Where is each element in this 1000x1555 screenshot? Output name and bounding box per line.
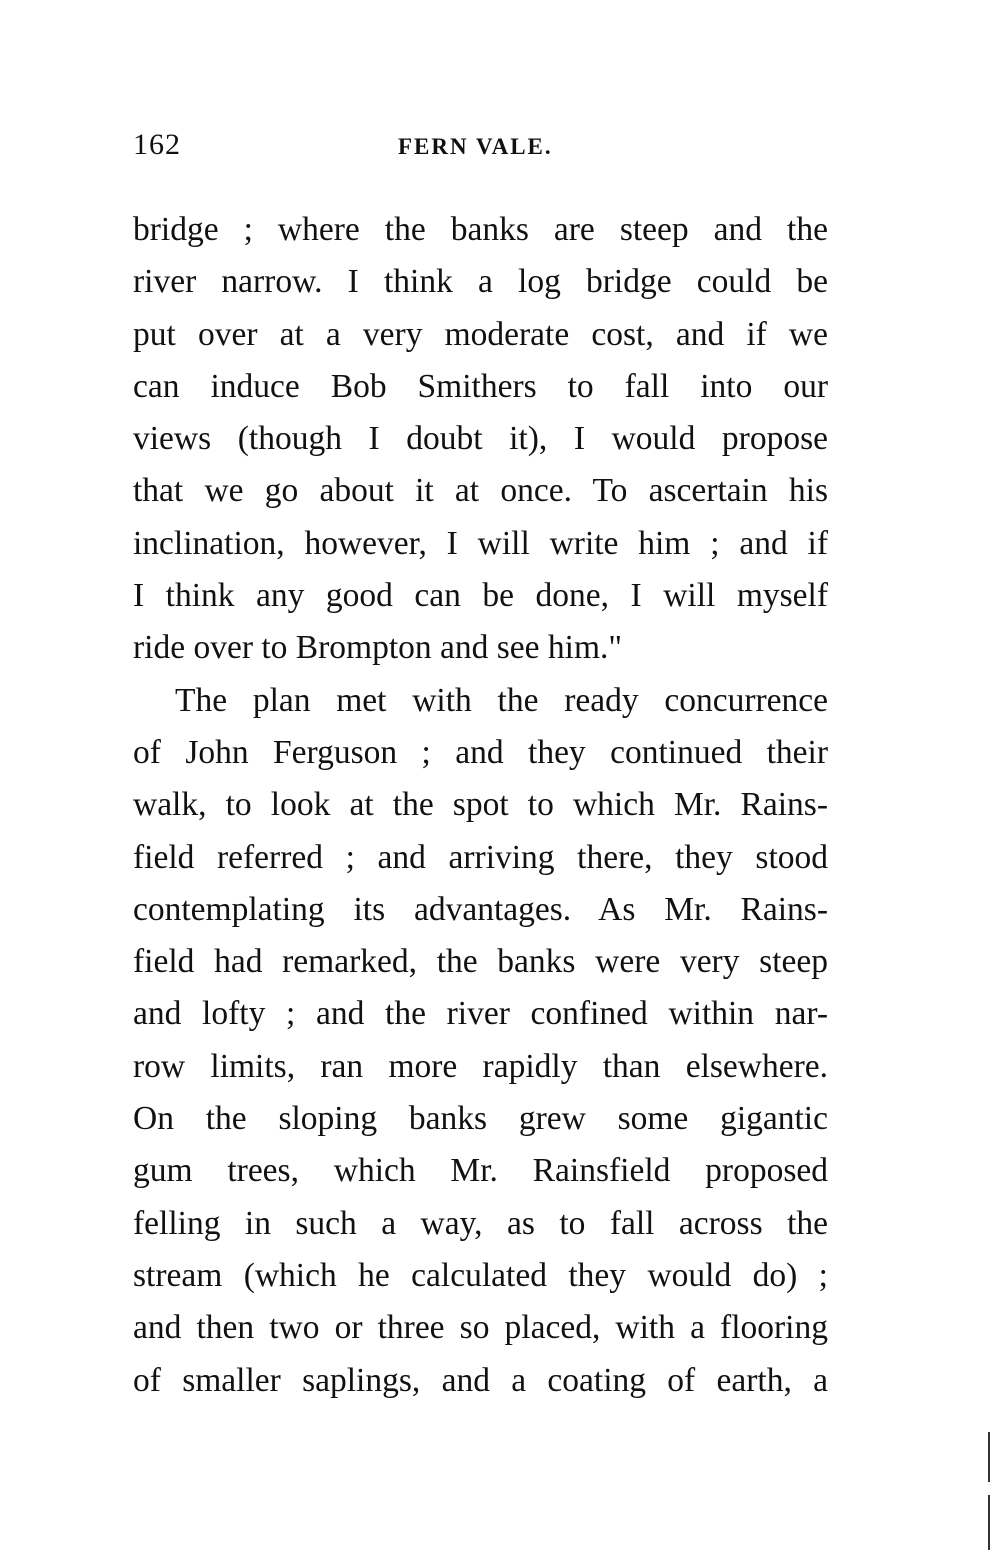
text-line: field referred ; and arriving there, they stood [133, 838, 828, 876]
text-line: can induce Bob Smithers to fall into our [133, 367, 828, 405]
text-line: walk, to look at the spot to which Mr. Rains- [133, 786, 828, 824]
text-line: ride over to Brompton and see him." [133, 629, 623, 667]
text-line: inclination, however, I will write him ; and if [133, 524, 828, 562]
paragraph [133, 204, 828, 675]
page-header [133, 128, 828, 168]
text-line: contemplating its advantages. As Mr. Rains- [133, 890, 828, 928]
text-line: of smaller saplings, and a coating of earth, a [133, 1361, 828, 1399]
text-line: gum trees, which Mr. Rainsfield proposed [133, 1152, 828, 1190]
text-line: On the sloping banks grew some gigantic [133, 1100, 828, 1138]
text-line: row limits, ran more rapidly than elsewhere. [133, 1047, 828, 1085]
page-number: 162 [133, 128, 181, 161]
text-line: of John Ferguson ; and they continued their [133, 733, 828, 771]
text-line: put over at a very moderate cost, and if we [133, 315, 828, 353]
paragraph [133, 675, 828, 1407]
text-line: views (though I doubt it), I would propose [133, 420, 828, 458]
text-line: river narrow. I think a log bridge could be [133, 263, 828, 301]
text-line: felling in such a way, as to fall across the [133, 1204, 828, 1242]
text-line: stream (which he calculated they would do) ; [133, 1256, 828, 1294]
text-line: that we go about it at once. To ascertain his [133, 472, 828, 510]
scan-edge-mark [988, 1495, 990, 1550]
text-line: and then two or three so placed, with a flooring [133, 1309, 828, 1347]
running-title: FERN VALE. [398, 134, 553, 159]
text-line: field had remarked, the banks were very steep [133, 943, 828, 981]
text-line: The plan met with the ready concurrence [175, 681, 828, 719]
text-line: I think any good can be done, I will myself [133, 577, 828, 615]
scan-edge-mark [988, 1432, 990, 1482]
body-text [133, 204, 828, 1407]
text-line: bridge ; where the banks are steep and the [133, 211, 828, 248]
text-line: and lofty ; and the river confined within nar- [133, 995, 828, 1033]
